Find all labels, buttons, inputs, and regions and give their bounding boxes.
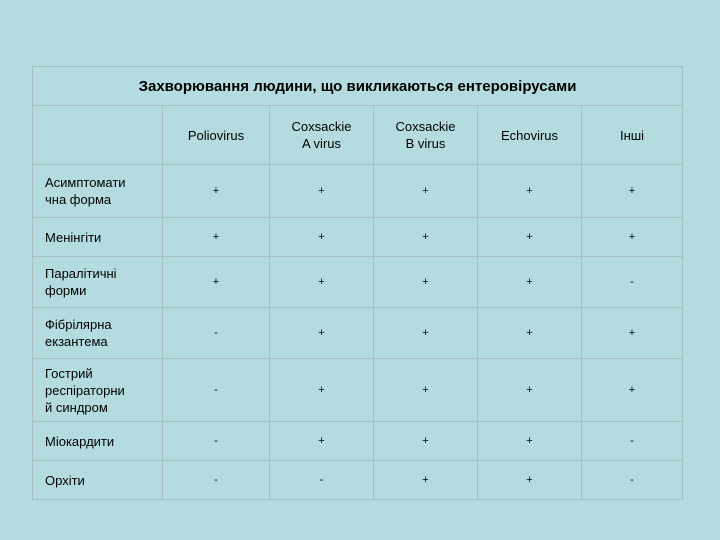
disease-name: Асимптомати чна форма (33, 165, 163, 218)
disease-name: Міокардити (33, 422, 163, 461)
enterovirus-diseases-table (32, 66, 683, 500)
mark-cell: + (374, 218, 478, 257)
mark-cell: + (374, 461, 478, 500)
mark-cell: - (163, 308, 270, 359)
mark-cell: + (478, 218, 582, 257)
table-row (33, 422, 683, 461)
mark-cell: + (582, 165, 683, 218)
mark-cell: - (163, 422, 270, 461)
header-other: Інші (582, 106, 683, 165)
mark-cell: + (163, 165, 270, 218)
table-row (33, 257, 683, 308)
disease-name: Паралітичні форми (33, 257, 163, 308)
header-coxsackie-b: Coxsackie B virus (374, 106, 478, 165)
mark-cell: - (582, 461, 683, 500)
mark-cell: - (270, 461, 374, 500)
disease-name: Гострий респіраторни й синдром (33, 359, 163, 422)
header-coxsackie-a: Coxsackie A virus (270, 106, 374, 165)
mark-cell: + (582, 308, 683, 359)
mark-cell: - (163, 461, 270, 500)
mark-cell: + (478, 165, 582, 218)
mark-cell: + (374, 257, 478, 308)
mark-cell: + (270, 218, 374, 257)
mark-cell: + (582, 359, 683, 422)
mark-cell: + (270, 359, 374, 422)
mark-cell: - (582, 422, 683, 461)
mark-cell: + (478, 257, 582, 308)
mark-cell: + (478, 422, 582, 461)
mark-cell: + (478, 308, 582, 359)
mark-cell: + (478, 359, 582, 422)
header-echovirus: Echovirus (478, 106, 582, 165)
disease-name: Фібрілярна екзантема (33, 308, 163, 359)
mark-cell: + (374, 422, 478, 461)
disease-name: Менінгіти (33, 218, 163, 257)
header-row (33, 106, 683, 165)
title-row (33, 67, 683, 106)
table-title: Захворювання людини, що викликаються ентеровірусами (33, 67, 683, 106)
table-row (33, 308, 683, 359)
mark-cell: + (374, 165, 478, 218)
header-empty-cell (33, 106, 163, 165)
mark-cell: + (478, 461, 582, 500)
header-poliovirus: Poliovirus (163, 106, 270, 165)
table-row (33, 165, 683, 218)
mark-cell: + (374, 359, 478, 422)
mark-cell: + (270, 257, 374, 308)
mark-cell: + (582, 218, 683, 257)
table-row (33, 461, 683, 500)
mark-cell: + (163, 257, 270, 308)
mark-cell: + (374, 308, 478, 359)
mark-cell: + (270, 165, 374, 218)
table-row (33, 218, 683, 257)
mark-cell: - (163, 359, 270, 422)
disease-name: Орхіти (33, 461, 163, 500)
mark-cell: + (270, 422, 374, 461)
mark-cell: - (582, 257, 683, 308)
mark-cell: + (270, 308, 374, 359)
table-row (33, 359, 683, 422)
mark-cell: + (163, 218, 270, 257)
